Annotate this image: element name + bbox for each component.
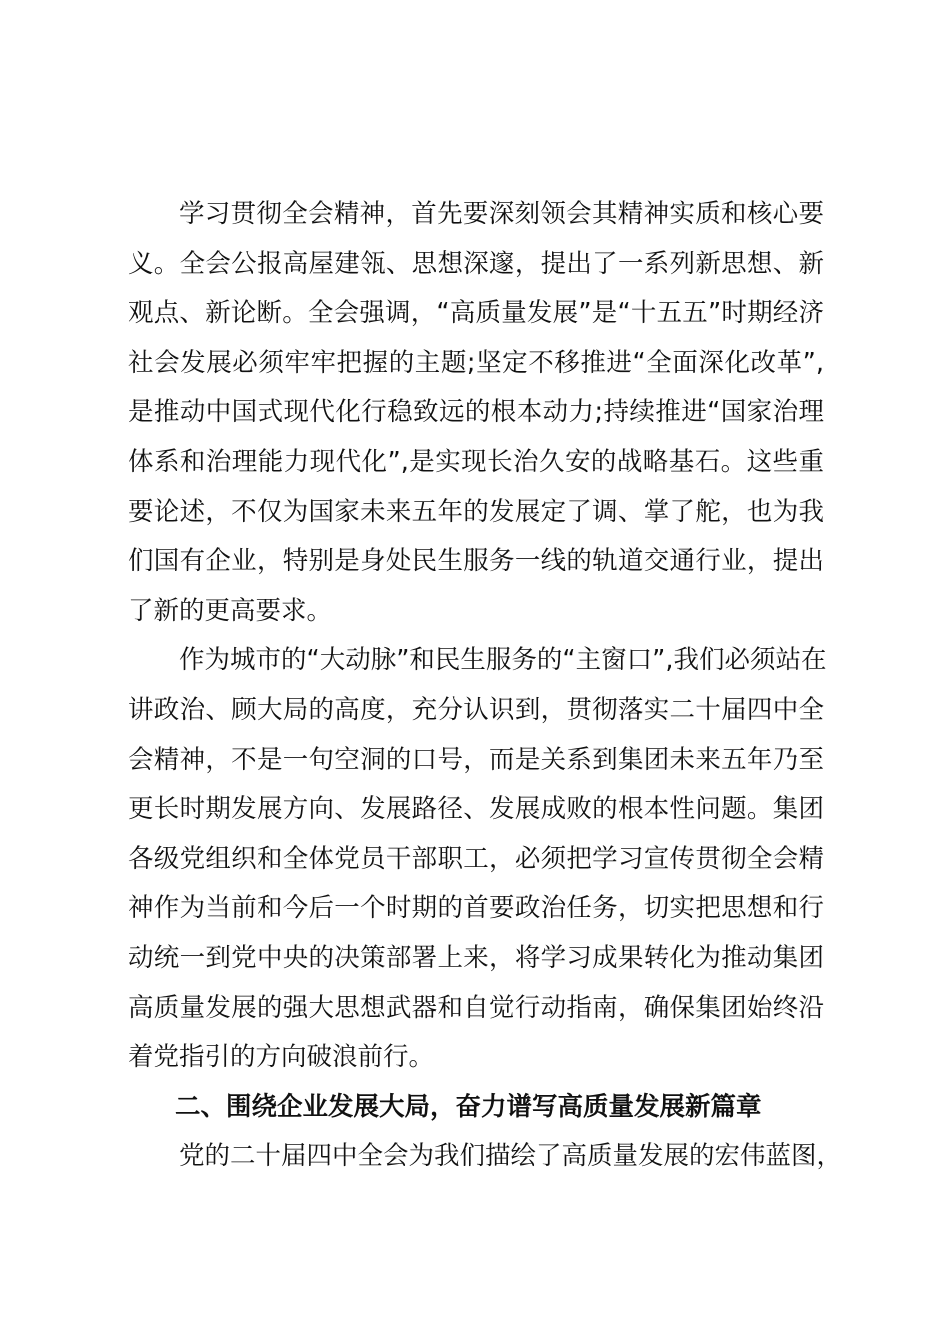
paragraph-line: 讲政治、顾大局的高度，充分认识到，贯彻落实二十届四中全	[128, 694, 824, 725]
paragraph-line: 体系和治理能力现代化”,是实现长治久安的战略基石。这些重	[128, 446, 824, 477]
paragraph-line: 各级党组织和全体党员干部职工，必须把学习宣传贯彻全会精	[128, 843, 824, 874]
paragraph-line: 学习贯彻全会精神，首先要深刻领会其精神实质和核心要	[179, 199, 824, 229]
paragraph-line: 义。全会公报高屋建瓴、思想深邃，提出了一系列新思想、新	[128, 248, 824, 279]
paragraph-line: 作为城市的“大动脉”和民生服务的“主窗口”,我们必须站在	[179, 645, 827, 676]
paragraph-line: 会精神，不是一句空洞的口号，而是关系到集团未来五年乃至	[128, 744, 824, 775]
paragraph-line: 动统一到党中央的决策部署上来，将学习成果转化为推动集团	[128, 942, 824, 973]
paragraph-line: 观点、新论断。全会强调，“高质量发展”是“十五五”时期经济	[128, 298, 824, 329]
paragraph-line: 党的二十届四中全会为我们描绘了高质量发展的宏伟蓝图，	[179, 1141, 843, 1172]
document-page	[128, 190, 843, 1182]
paragraph-line: 了新的更高要求。	[128, 595, 333, 626]
paragraph-line: 社会发展必须牢牢把握的主题;坚定不移推进“全面深化改革”,	[128, 347, 824, 378]
paragraph-line: 着党指引的方向破浪前行。	[128, 1042, 435, 1073]
paragraph-line: 高质量发展的强大思想武器和自觉行动指南，确保集团始终沿	[128, 992, 824, 1023]
section-heading: 二、围绕企业发展大局，奋力谱写高质量发展新篇章	[175, 1091, 762, 1122]
paragraph-line: 更长时期发展方向、发展路径、发展成败的根本性问题。集团	[128, 794, 824, 825]
paragraph-line: 们国有企业，特别是身处民生服务一线的轨道交通行业，提出	[128, 546, 824, 577]
paragraph-line: 神作为当前和今后一个时期的首要政治任务，切实把思想和行	[128, 893, 824, 924]
paragraph-line: 要论述，不仅为国家未来五年的发展定了调、掌了舵，也为我	[128, 496, 824, 527]
paragraph-line: 是推动中国式现代化行稳致远的根本动力;持续推进“国家治理	[128, 397, 824, 428]
